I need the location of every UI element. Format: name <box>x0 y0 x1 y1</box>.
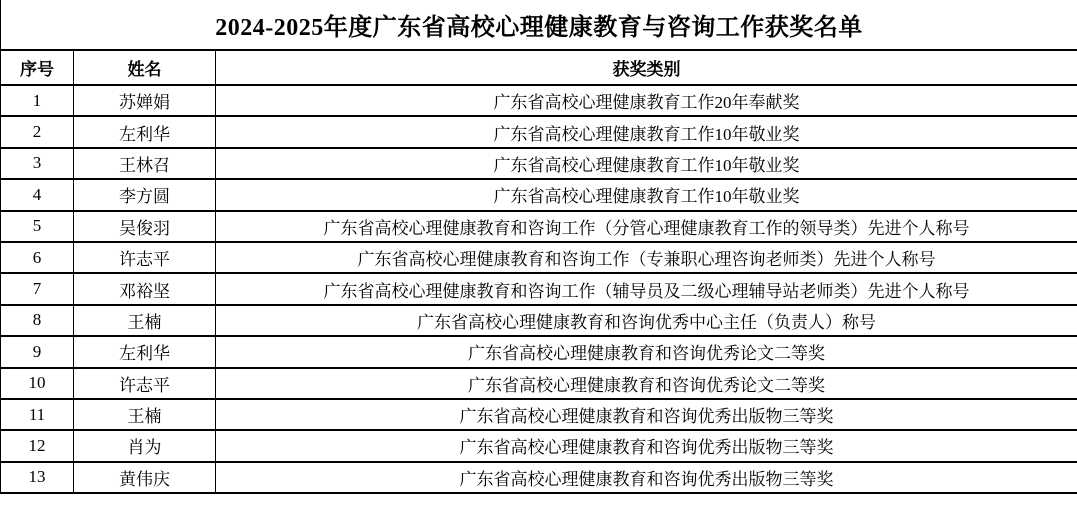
cell-no: 2 <box>1 116 74 147</box>
table-row <box>1 399 1077 430</box>
cell-award: 广东省高校心理健康教育和咨询优秀论文二等奖 <box>216 368 1077 399</box>
cell-name: 左利华 <box>74 116 216 147</box>
cell-name: 左利华 <box>74 336 216 367</box>
cell-no: 13 <box>1 462 74 493</box>
cell-no: 6 <box>1 242 74 273</box>
table-title-row <box>1 0 1077 50</box>
table-row <box>1 462 1077 493</box>
column-header-award: 获奖类别 <box>216 50 1077 85</box>
table-row <box>1 430 1077 461</box>
cell-name: 许志平 <box>74 242 216 273</box>
table-row <box>1 116 1077 147</box>
cell-no: 10 <box>1 368 74 399</box>
cell-award: 广东省高校心理健康教育和咨询优秀出版物三等奖 <box>216 430 1077 461</box>
cell-no: 8 <box>1 305 74 336</box>
table-row <box>1 305 1077 336</box>
cell-award: 广东省高校心理健康教育工作10年敬业奖 <box>216 148 1077 179</box>
table-row <box>1 336 1077 367</box>
cell-no: 3 <box>1 148 74 179</box>
cell-name: 吴俊羽 <box>74 211 216 242</box>
column-header-name: 姓名 <box>74 50 216 85</box>
cell-award: 广东省高校心理健康教育和咨询优秀出版物三等奖 <box>216 462 1077 493</box>
cell-no: 12 <box>1 430 74 461</box>
table-row <box>1 211 1077 242</box>
cell-no: 4 <box>1 179 74 210</box>
cell-no: 7 <box>1 273 74 304</box>
cell-no: 1 <box>1 85 74 116</box>
cell-award: 广东省高校心理健康教育工作20年奉献奖 <box>216 85 1077 116</box>
cell-award: 广东省高校心理健康教育和咨询优秀论文二等奖 <box>216 336 1077 367</box>
cell-name: 苏婵娟 <box>74 85 216 116</box>
cell-name: 许志平 <box>74 368 216 399</box>
table-row <box>1 179 1077 210</box>
table-row <box>1 148 1077 179</box>
cell-award: 广东省高校心理健康教育和咨询优秀出版物三等奖 <box>216 399 1077 430</box>
table-row <box>1 368 1077 399</box>
cell-name: 肖为 <box>74 430 216 461</box>
cell-no: 11 <box>1 399 74 430</box>
table-row <box>1 273 1077 304</box>
cell-award: 广东省高校心理健康教育工作10年敬业奖 <box>216 116 1077 147</box>
table-row <box>1 242 1077 273</box>
cell-name: 王楠 <box>74 305 216 336</box>
cell-name: 李方圆 <box>74 179 216 210</box>
cell-award: 广东省高校心理健康教育和咨询工作（辅导员及二级心理辅导站老师类）先进个人称号 <box>216 273 1077 304</box>
cell-name: 黄伟庆 <box>74 462 216 493</box>
cell-award: 广东省高校心理健康教育和咨询工作（分管心理健康教育工作的领导类）先进个人称号 <box>216 211 1077 242</box>
table-row <box>1 85 1077 116</box>
page-title: 2024-2025年度广东省高校心理健康教育与咨询工作获奖名单 <box>1 0 1077 50</box>
cell-name: 王林召 <box>74 148 216 179</box>
cell-award: 广东省高校心理健康教育工作10年敬业奖 <box>216 179 1077 210</box>
table-header-row <box>1 50 1077 85</box>
cell-no: 9 <box>1 336 74 367</box>
cell-award: 广东省高校心理健康教育和咨询优秀中心主任（负责人）称号 <box>216 305 1077 336</box>
cell-award: 广东省高校心理健康教育和咨询工作（专兼职心理咨询老师类）先进个人称号 <box>216 242 1077 273</box>
cell-name: 王楠 <box>74 399 216 430</box>
column-header-no: 序号 <box>1 50 74 85</box>
cell-no: 5 <box>1 211 74 242</box>
cell-name: 邓裕坚 <box>74 273 216 304</box>
